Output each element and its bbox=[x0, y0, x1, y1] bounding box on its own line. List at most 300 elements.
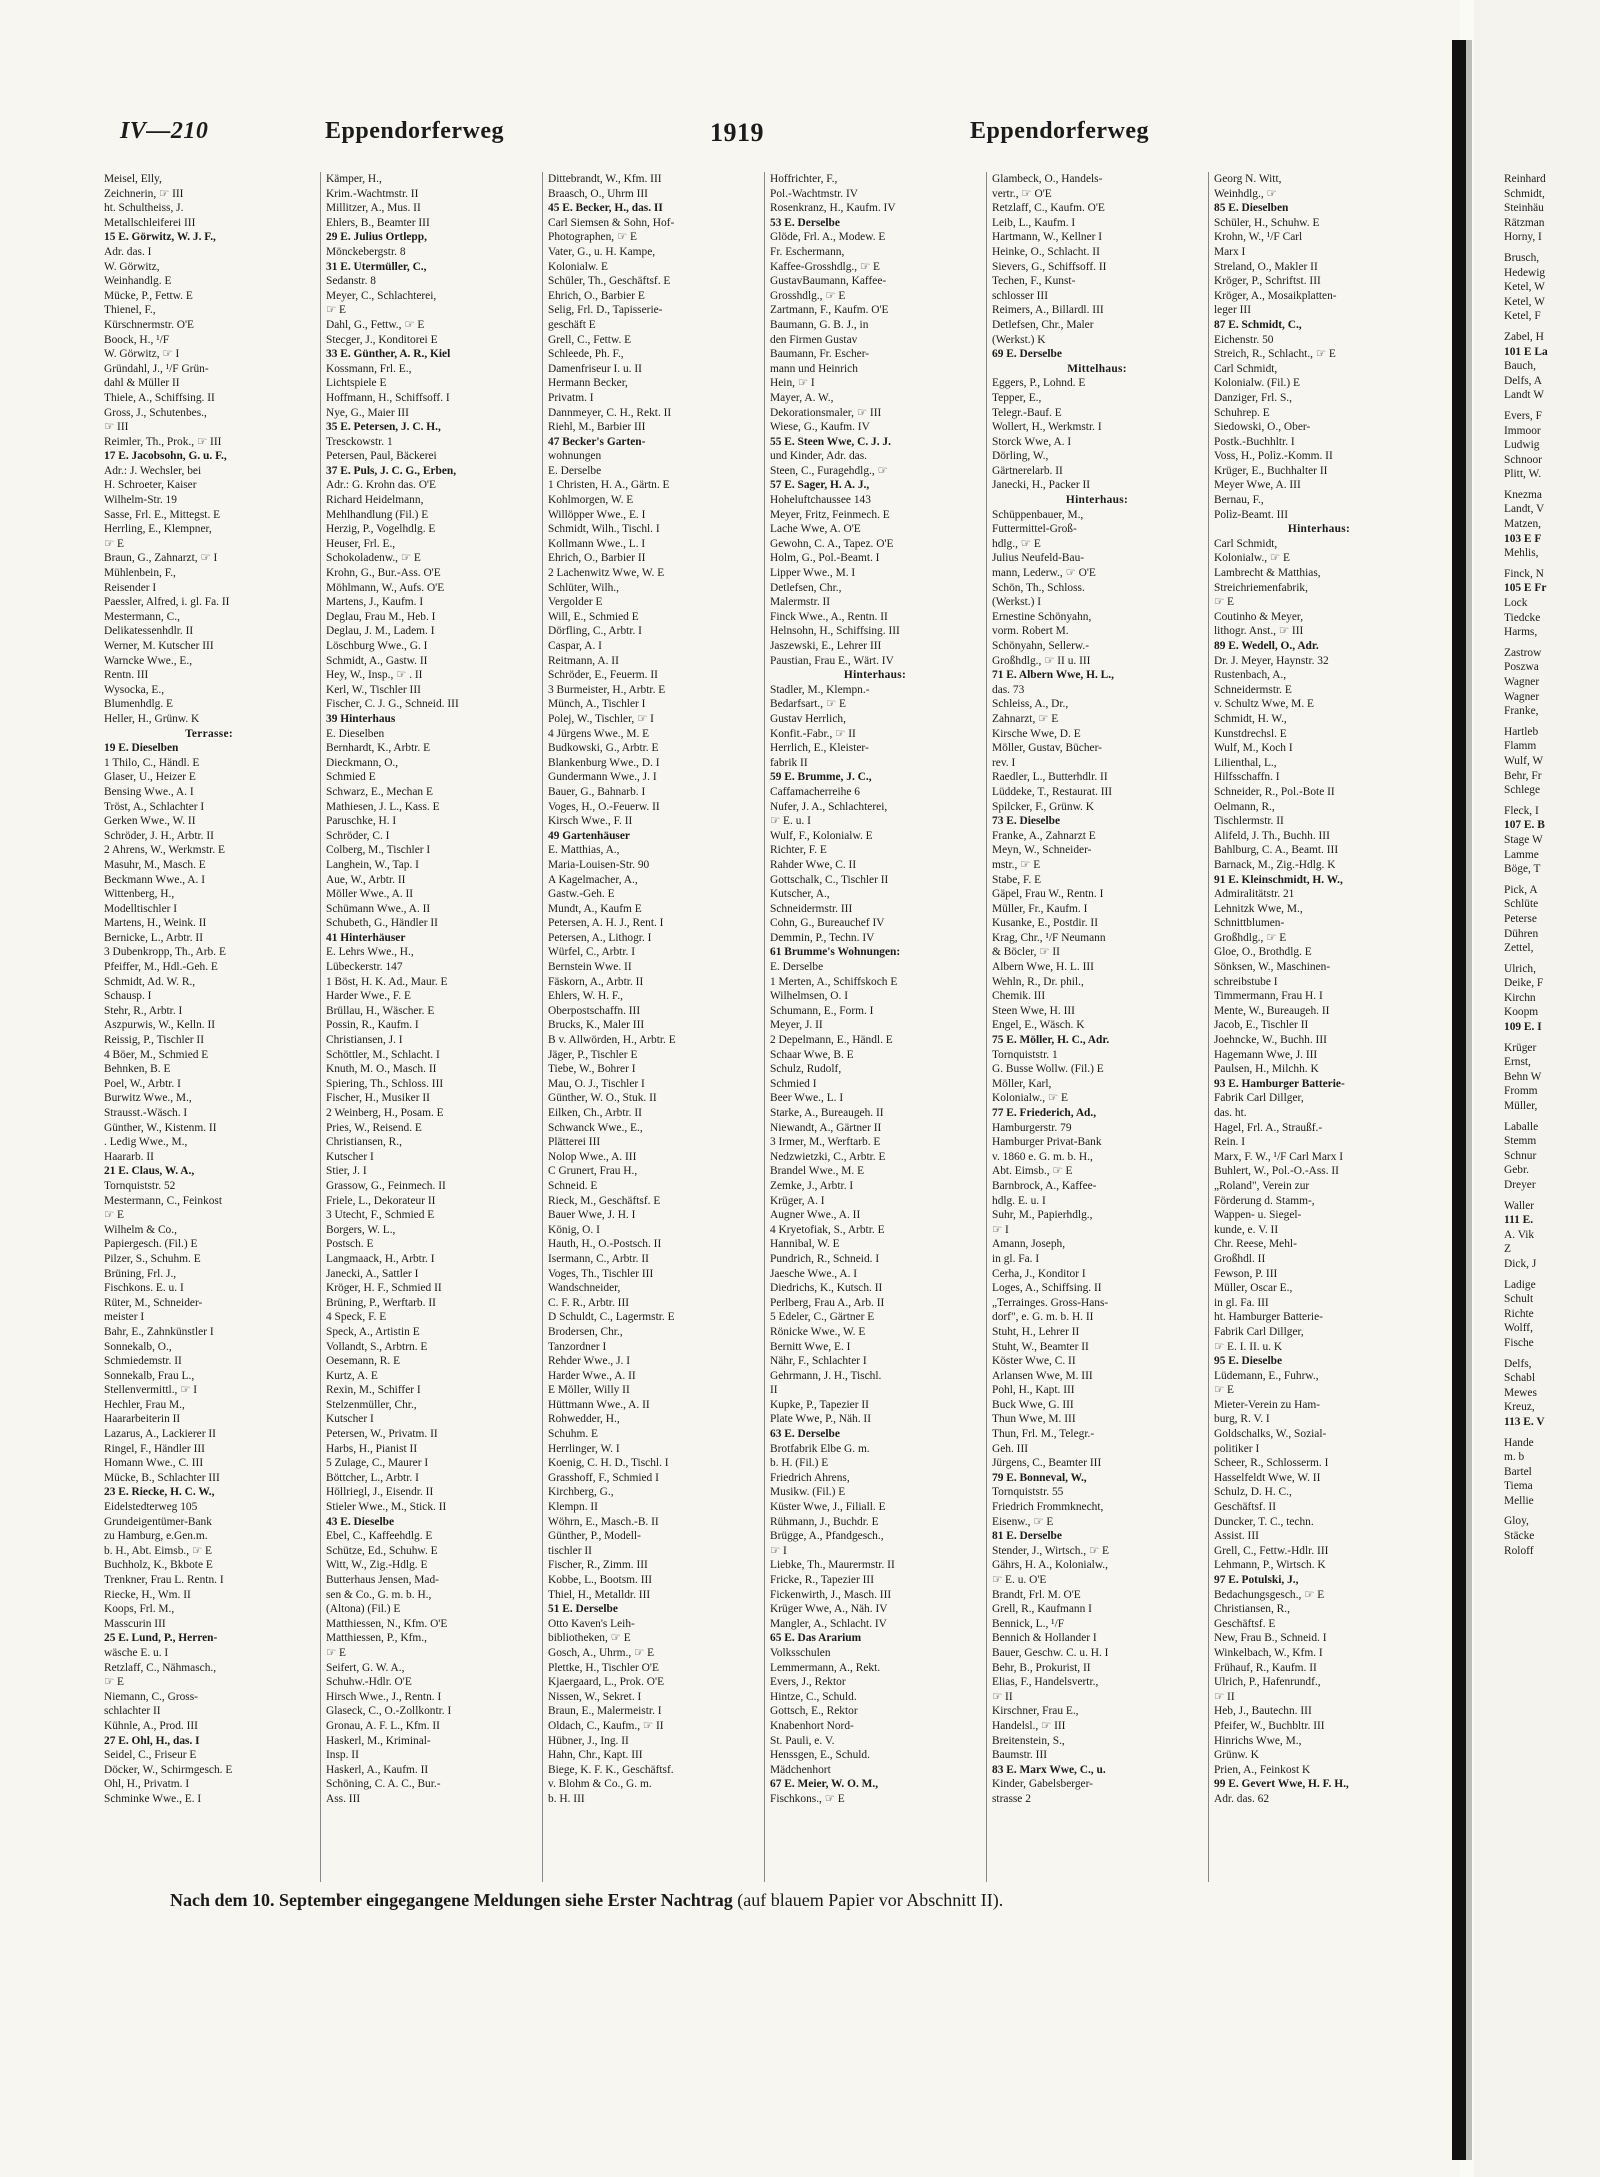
directory-entry-line: Oldach, C., Kaufm., ☞ II bbox=[548, 1719, 664, 1732]
directory-entry-line: Paessler, Alfred, i. gl. Fa. II bbox=[104, 596, 230, 609]
directory-entry-line: Fischer, H., Musiker II bbox=[326, 1092, 430, 1105]
adjacent-page-line: Tiedcke bbox=[1504, 611, 1541, 624]
directory-entry-line: H. Schroeter, Kaiser bbox=[104, 479, 197, 492]
directory-entry-line: C Grunert, Frau H., bbox=[548, 1165, 638, 1178]
adjacent-page-line: Rätzman bbox=[1504, 216, 1545, 229]
directory-entry-line: Trenkner, Frau L. Rentn. I bbox=[104, 1574, 224, 1586]
directory-entry-line: New, Frau B., Schneid. I bbox=[1214, 1632, 1327, 1645]
directory-entry-line: Liebke, Th., Maurermstr. II bbox=[770, 1559, 895, 1572]
directory-entry-line: Mestermann, C., Feinkost bbox=[104, 1194, 223, 1207]
directory-entry-line: 23 E. Riecke, H. C. W., bbox=[104, 1486, 215, 1499]
directory-entry-line: Colberg, M., Tischler I bbox=[326, 844, 431, 857]
directory-entry-line: Weinhandlg. E bbox=[104, 275, 172, 288]
directory-entry-line: Hamburgerstr. 79 bbox=[992, 1121, 1072, 1134]
directory-entry-line: Gehrmann, J. H., Tischl. bbox=[770, 1369, 882, 1382]
directory-entry-line: Insp. II bbox=[326, 1749, 359, 1762]
directory-entry-line: Kjaergaard, L., Prok. O'E bbox=[548, 1676, 665, 1689]
adjacent-page-line: Krüger bbox=[1504, 1041, 1537, 1054]
directory-entry-line: Rohwedder, H., bbox=[548, 1413, 620, 1426]
directory-entry-line: E. Matthias, A., bbox=[548, 844, 620, 857]
directory-entry-line: Bauer Wwe, J. H. I bbox=[548, 1209, 636, 1222]
directory-entry-line: Franke, A., Zahnarzt E bbox=[992, 829, 1096, 842]
directory-entry-line: Dahl, G., Fettw., ☞ E bbox=[326, 318, 425, 331]
directory-entry-line: Stelzenmüller, Chr., bbox=[326, 1398, 417, 1411]
directory-entry-line: Petersen, W., Privatm. II bbox=[326, 1428, 438, 1441]
directory-entry-line: Mücke, B., Schlachter III bbox=[104, 1471, 220, 1484]
directory-entry-line: Kaffee-Grosshdlg., ☞ E bbox=[770, 260, 880, 273]
directory-entry-line: E. Dieselben bbox=[326, 727, 385, 740]
adjacent-page-line: 105 E Fr bbox=[1504, 582, 1547, 595]
directory-entry-line: Bernicke, L., Arbtr. II bbox=[104, 931, 204, 944]
directory-entry-line: Stecger, J., Konditorei E bbox=[326, 333, 438, 346]
directory-entry-line: geschäft E bbox=[548, 318, 596, 331]
directory-entry-line: Fewson, P. III bbox=[1214, 1267, 1278, 1280]
directory-entry-line: Matthiessen, N., Kfm. O'E bbox=[326, 1617, 448, 1630]
directory-entry-line: Beer Wwe., L. I bbox=[770, 1092, 844, 1105]
adjacent-page-line: Gloy, bbox=[1504, 1515, 1529, 1528]
directory-entry-line: Arlansen Wwe, M. III bbox=[992, 1369, 1093, 1382]
directory-entry-line: Stuht, W., Beamter II bbox=[992, 1340, 1089, 1353]
adjacent-page-line: Delfs, A bbox=[1504, 374, 1542, 387]
directory-entry-line: Terrasse: bbox=[185, 727, 233, 740]
directory-entry-line: Fabrik Carl Dillger, bbox=[1214, 1092, 1304, 1105]
directory-entry-line: 25 E. Lund, P., Herren- bbox=[104, 1632, 218, 1645]
directory-entry-line: Petersen, A., Lithogr. I bbox=[548, 931, 652, 944]
directory-entry-line: Voges, Th., Tischler III bbox=[548, 1267, 654, 1280]
adjacent-page-line: Pick, A bbox=[1504, 883, 1538, 896]
directory-entry-line: Christiansen, R., bbox=[1214, 1603, 1290, 1616]
directory-entry-line: Starke, A., Bureaugeh. II bbox=[770, 1107, 884, 1119]
directory-entry-line: Konfit.-Fabr., ☞ II bbox=[770, 727, 856, 740]
directory-entry-line: Goldschalks, W., Sozial- bbox=[1214, 1428, 1327, 1441]
directory-entry-line: Alifeld, J. Th., Buchh. III bbox=[1214, 829, 1330, 842]
directory-entry-line: Caffamacherreihe 6 bbox=[770, 785, 860, 798]
directory-entry-line: Harbs, H., Pianist II bbox=[326, 1442, 418, 1455]
directory-entry-line: Großhdlg., ☞ E bbox=[1214, 931, 1287, 944]
directory-entry-line: Bensing Wwe., A. I bbox=[104, 785, 194, 798]
directory-entry-line: Ulrich, P., Hafenrundf., bbox=[1214, 1676, 1321, 1689]
directory-entry-line: Brügge, A., Pfandgesch., bbox=[770, 1530, 884, 1543]
directory-entry-line: Bahlburg, C. A., Beamt. III bbox=[1214, 844, 1339, 857]
directory-entry-line: Wollert, H., Werkmstr. I bbox=[992, 421, 1102, 434]
directory-entry-line: Möller, Gustav, Bücher- bbox=[992, 742, 1102, 755]
directory-entry-line: Fischer, R., Zimm. III bbox=[548, 1559, 648, 1572]
page-number: IV—210 bbox=[120, 118, 209, 144]
directory-entry-line: Baumann, G. B. J., in bbox=[770, 318, 869, 331]
directory-entry-line: Ebel, C., Kaffeehdlg. E bbox=[326, 1530, 433, 1543]
directory-entry-line: Sonnekalb, O., bbox=[104, 1340, 172, 1353]
directory-entry-line: Steen Wwe, H. III bbox=[992, 1004, 1075, 1017]
directory-entry-line: Hüttmann Wwe., A. II bbox=[548, 1398, 650, 1411]
adjacent-page-line: Hartleb bbox=[1504, 725, 1539, 738]
directory-entry-line: Petersen, A. H. J., Rent. I bbox=[548, 917, 664, 930]
directory-entry-line: Beckmann Wwe., A. I bbox=[104, 873, 206, 886]
directory-entry-line: 45 E. Becker, H., das. II bbox=[548, 202, 663, 215]
directory-entry-line: Hein, ☞ I bbox=[770, 377, 815, 390]
directory-entry-line: Reitmann, A. II bbox=[548, 654, 619, 667]
directory-entry-line: W. Görwitz, bbox=[104, 260, 160, 273]
directory-entry-line: Janecki, H., Packer II bbox=[992, 479, 1091, 492]
directory-entry-line: Harder Wwe., F. E bbox=[326, 990, 411, 1003]
directory-entry-line: 99 E. Gevert Wwe, H. F. H., bbox=[1214, 1778, 1349, 1791]
directory-entry-line: Haskerl, M., Kriminal- bbox=[326, 1734, 431, 1747]
directory-entry-line: Mücke, P., Fettw. E bbox=[104, 289, 193, 302]
adjacent-page-line: 101 E La bbox=[1504, 345, 1548, 358]
directory-entry-line: Wappen- u. Siegel- bbox=[1214, 1209, 1302, 1222]
directory-entry-line: Günther, W., Kistenm. II bbox=[104, 1121, 217, 1134]
directory-entry-line: (Werkst.) I bbox=[992, 596, 1042, 609]
directory-entry-line: vorm. Robert M. bbox=[992, 625, 1069, 638]
directory-entry-line: Krüger Wwe, A., Näh. IV bbox=[770, 1603, 888, 1616]
directory-entry-line: Mestermann, C., bbox=[104, 610, 180, 623]
directory-entry-line: 17 E. Jacobsohn, G. u. F., bbox=[104, 450, 227, 463]
directory-entry-line: Schminke Wwe., E. I bbox=[104, 1792, 202, 1805]
directory-entry-line: Martens, H., Weink. II bbox=[104, 917, 207, 930]
directory-entry-line: Kröger, A., Mosaikplatten- bbox=[1214, 289, 1337, 302]
adjacent-page-line: Z bbox=[1504, 1243, 1511, 1256]
adjacent-page-line: Schlege bbox=[1504, 784, 1541, 797]
directory-entry-line: Sedanstr. 8 bbox=[326, 275, 376, 288]
directory-entry-line: 79 E. Bonneval, W., bbox=[992, 1471, 1087, 1484]
directory-entry-line: Delikatessenhdlr. II bbox=[104, 625, 194, 638]
directory-entry-line: Stellenvermittl., ☞ I bbox=[104, 1384, 198, 1397]
directory-entry-line: Nufer, J. A., Schlachterei, bbox=[770, 800, 888, 813]
directory-entry-line: Ehrich, O., Barbier II bbox=[548, 552, 646, 565]
adjacent-page-line: Lamme bbox=[1504, 848, 1539, 861]
directory-entry-line: Caspar, A. I bbox=[548, 640, 602, 652]
directory-entry-line: Gastw.-Geh. E bbox=[548, 888, 615, 901]
directory-entry-line: II bbox=[770, 1384, 778, 1397]
directory-entry-line: Förderung d. Stamm-, bbox=[1214, 1194, 1315, 1207]
directory-entry-line: 5 Edeler, C., Gärtner E bbox=[770, 1311, 875, 1324]
directory-entry-line: Malermstr. II bbox=[770, 596, 831, 609]
directory-entry-line: „Roland", Verein zur bbox=[1214, 1179, 1310, 1192]
directory-entry-line: Reisender I bbox=[104, 581, 157, 594]
directory-entry-line: 65 E. Das Ararium bbox=[770, 1632, 862, 1645]
directory-entry-line: Gloe, O., Brothdlg. E bbox=[1214, 946, 1312, 959]
directory-entry-line: Krohn, G., Bur.-Ass. O'E bbox=[326, 567, 441, 580]
directory-entry-line: Photographen, ☞ E bbox=[548, 231, 637, 244]
directory-entry-line: 39 Hinterhaus bbox=[326, 712, 396, 725]
directory-entry-line: schlosser III bbox=[992, 289, 1048, 302]
directory-entry-line: Tepper, E., bbox=[992, 391, 1042, 404]
directory-entry-line: „Terrainges. Gross-Hans- bbox=[992, 1296, 1109, 1309]
directory-entry-line: Bennich & Hollander I bbox=[992, 1632, 1097, 1645]
directory-entry-line: Krag, Chr., ¹/F Neumann bbox=[992, 931, 1106, 944]
directory-entry-line: Schmiedemstr. II bbox=[104, 1355, 182, 1368]
directory-entry-line: Baumann, Fr. Escher- bbox=[770, 348, 870, 361]
directory-entry-line: Jaesche Wwe., A. I bbox=[770, 1267, 858, 1280]
directory-entry-line: Musikw. (Fil.) E bbox=[770, 1486, 846, 1499]
directory-entry-line: Nye, G., Maier III bbox=[326, 406, 409, 419]
adjacent-page-line: Plitt, W. bbox=[1504, 468, 1542, 481]
directory-entry-line: Kinder, Gabelsberger- bbox=[992, 1778, 1093, 1791]
directory-entry-line: Geschäftsf. II bbox=[1214, 1501, 1276, 1514]
directory-entry-line: E. Lehrs Wwe., H., bbox=[326, 946, 414, 959]
directory-entry-line: Günther, W. O., Stuk. II bbox=[548, 1092, 657, 1105]
adjacent-page-line: Fleck, I bbox=[1504, 804, 1539, 817]
directory-entry-line: Ehrich, O., Barbier E bbox=[548, 289, 645, 302]
directory-entry-line: Joehncke, W., Buchh. III bbox=[1214, 1034, 1327, 1047]
directory-entry-line: Carl Schmidt, bbox=[1214, 537, 1278, 550]
adjacent-page-line: Wagner bbox=[1504, 690, 1540, 703]
directory-entry-line: Schokoladenw., ☞ E bbox=[326, 552, 421, 565]
directory-entry-line: Rein. I bbox=[1214, 1136, 1246, 1149]
directory-entry-line: Perlberg, Frau A., Arb. II bbox=[770, 1296, 885, 1309]
directory-entry-line: Knabenhort Nord- bbox=[770, 1719, 854, 1732]
directory-entry-line: Lemmermann, A., Rekt. bbox=[770, 1661, 881, 1674]
directory-entry-line: Langmaack, H., Arbtr. I bbox=[326, 1252, 435, 1265]
directory-entry-line: Warncke Wwe., E., bbox=[104, 654, 193, 667]
directory-entry-line: 73 E. Dieselbe bbox=[992, 815, 1061, 828]
directory-entry-line: Sievers, G., Schiffsoff. II bbox=[992, 260, 1107, 273]
directory-entry-line: Schwanck Wwe., E., bbox=[548, 1121, 643, 1134]
directory-entry-line: Behr, B., Prokurist, II bbox=[992, 1661, 1091, 1674]
directory-entry-line: Marx, F. W., ¹/F Carl Marx I bbox=[1214, 1150, 1344, 1163]
directory-entry-line: Kohlmorgen, W. E bbox=[548, 494, 634, 507]
directory-entry-line: G. Busse Wollw. (Fil.) E bbox=[992, 1063, 1104, 1076]
directory-entry-line: Wilhelm-Str. 19 bbox=[104, 494, 177, 507]
directory-entry-line: Possin, R., Kaufm. I bbox=[326, 1019, 419, 1032]
directory-entry-line: Müller, Fr., Kaufm. I bbox=[992, 902, 1088, 915]
adjacent-page-line: Böge, T bbox=[1504, 863, 1541, 876]
directory-entry-line: Prien, A., Feinkost K bbox=[1214, 1763, 1311, 1776]
directory-entry-line: in gl. Fa. III bbox=[1214, 1296, 1269, 1309]
directory-entry-line: Würfel, C., Arbtr. I bbox=[548, 946, 635, 959]
directory-entry-line: König, O. I bbox=[548, 1223, 600, 1236]
directory-entry-line: Hahn, Chr., Kapt. III bbox=[548, 1749, 643, 1762]
adjacent-page-line: Ketel, W bbox=[1504, 295, 1545, 308]
directory-entry-line: Lübeckerstr. 147 bbox=[326, 961, 403, 974]
directory-entry-line: Münch, A., Tischler I bbox=[548, 698, 646, 711]
directory-entry-line: Hoffrichter, F., bbox=[770, 173, 838, 185]
directory-entry-line: Holm, G., Pol.-Beamt. I bbox=[770, 552, 880, 565]
directory-entry-line: Lambrecht & Matthias, bbox=[1214, 567, 1321, 580]
directory-entry-line: Hinrichs Wwe, M., bbox=[1214, 1734, 1302, 1747]
directory-entry-line: C. F. R., Arbtr. III bbox=[548, 1296, 630, 1309]
directory-entry-line: meister I bbox=[104, 1311, 145, 1324]
directory-entry-line: Oelmann, R., bbox=[1214, 800, 1275, 813]
directory-entry-line: Schneider, R., Pol.-Bote II bbox=[1214, 785, 1335, 798]
directory-entry-line: 41 Hinterhäuser bbox=[326, 931, 406, 944]
directory-entry-line: Boock, H., ¹/F bbox=[104, 333, 170, 346]
directory-entry-line: Maria-Louisen-Str. 90 bbox=[548, 858, 650, 871]
directory-entry-line: A Kagelmacher, A., bbox=[548, 873, 638, 886]
directory-entry-line: b. H. III bbox=[548, 1792, 585, 1805]
adjacent-page-line: Schabl bbox=[1504, 1372, 1536, 1385]
directory-entry-line: Tanzordner I bbox=[548, 1340, 607, 1353]
directory-entry-line: Gerken Wwe., W. II bbox=[104, 815, 196, 828]
directory-entry-line: Chemik. III bbox=[992, 990, 1046, 1003]
directory-entry-line: Chr. Reese, Mehl- bbox=[1214, 1238, 1297, 1251]
adjacent-page-line: Wulf, W bbox=[1504, 754, 1544, 767]
directory-entry-line: 77 E. Friederich, Ad., bbox=[992, 1107, 1097, 1119]
adjacent-page-line: Stäcke bbox=[1504, 1530, 1535, 1543]
directory-entry-line: Meyer, C., Schlachterei, bbox=[326, 289, 437, 302]
directory-entry-line: Braasch, O., Uhrm III bbox=[548, 187, 648, 200]
directory-entry-line: Hübner, J., Ing. II bbox=[548, 1734, 629, 1747]
directory-entry-line: 57 E. Sager, H. A. J., bbox=[770, 479, 870, 492]
directory-entry-line: v. Blohm & Co., G. m. bbox=[548, 1778, 652, 1791]
directory-entry-line: Augner Wwe., A. II bbox=[770, 1209, 861, 1222]
directory-entry-line: Pol.-Wachtmstr. IV bbox=[770, 187, 858, 200]
directory-entry-line: Techen, F., Kunst- bbox=[992, 275, 1076, 288]
directory-entry-line: Mehlhandlung (Fil.) E bbox=[326, 508, 429, 521]
directory-entry-line: Matthiessen, P., Kfm., bbox=[326, 1632, 427, 1645]
directory-entry-line: Postsch. E bbox=[326, 1238, 374, 1251]
directory-entry-line: Papiergesch. (Fil.) E bbox=[104, 1238, 198, 1251]
directory-entry-line: 2 Weinberg, H., Posam. E bbox=[326, 1107, 444, 1119]
directory-entry-line: lithogr. Anst., ☞ III bbox=[1214, 625, 1304, 638]
directory-entry-line: Fäskorn, A., Arbtr. II bbox=[548, 975, 644, 988]
directory-entry-line: Wilhelmsen, O. I bbox=[770, 990, 848, 1003]
directory-entry-line: Rentn. III bbox=[104, 669, 149, 682]
directory-entry-line: Lilienthal, L., bbox=[1214, 756, 1277, 769]
directory-entry-line: Hinterhaus: bbox=[1287, 523, 1351, 536]
adjacent-page-line: Behr, Fr bbox=[1504, 769, 1542, 782]
directory-entry-line: Kobbe, L., Bootsm. III bbox=[548, 1574, 653, 1586]
directory-entry-line: Streichriemenfabrik, bbox=[1214, 581, 1308, 594]
adjacent-page-line: Laballe bbox=[1504, 1120, 1539, 1133]
directory-entry-line: Wiese, G., Kaufm. IV bbox=[770, 421, 870, 434]
directory-entry-line: Hamburger Privat-Bank bbox=[992, 1136, 1102, 1149]
directory-entry-line: Schuhrep. E bbox=[1214, 406, 1270, 419]
adjacent-page-line: Mellie bbox=[1504, 1494, 1534, 1507]
directory-entry-line: Dr. J. Meyer, Haynstr. 32 bbox=[1214, 654, 1329, 667]
directory-entry-line: Zeichnerin, ☞ III bbox=[104, 187, 184, 200]
footer-normal-text: (auf blauem Papier vor Abschnitt II). bbox=[737, 1890, 1004, 1910]
directory-entry-line: Hinterhaus: bbox=[1065, 494, 1129, 507]
directory-entry-line: Schröder, E., Feuerm. II bbox=[548, 669, 658, 682]
directory-entry-line: St. Pauli, e. V. bbox=[770, 1734, 835, 1747]
directory-entry-line: Koenig, C. H. D., Tischl. I bbox=[548, 1457, 669, 1470]
directory-entry-line: zu Hamburg, e.Gen.m. bbox=[104, 1530, 208, 1543]
directory-entry-line: Georg N. Witt, bbox=[1214, 173, 1282, 185]
directory-entry-line: Kossmann, Frl. E., bbox=[326, 362, 412, 375]
adjacent-page-line: Ernst, bbox=[1504, 1056, 1531, 1069]
directory-entry-line: Barnbrock, A., Kaffee- bbox=[992, 1179, 1097, 1192]
directory-entry-line: 4 Jürgens Wwe., M. E bbox=[548, 727, 650, 740]
directory-entry-line: Stuht, H., Lehrer II bbox=[992, 1325, 1080, 1338]
directory-entry-line: 75 E. Möller, H. C., Adr. bbox=[992, 1034, 1110, 1047]
directory-entry-line: Streich, R., Schlacht., ☞ E bbox=[1214, 348, 1336, 361]
adjacent-page-line: 111 E. bbox=[1504, 1214, 1534, 1227]
directory-entry-line: Henssgen, E., Schuld. bbox=[770, 1749, 870, 1762]
directory-entry-line: Kolonialw., ☞ E bbox=[992, 1092, 1068, 1105]
directory-entry-line: Isermann, C., Arbtr. II bbox=[548, 1252, 649, 1265]
adjacent-page-line: Waller bbox=[1504, 1199, 1535, 1212]
directory-entry-line: Herrling, E., Klempner, bbox=[104, 523, 212, 536]
directory-entry-line: Gottsch, E., Rektor bbox=[770, 1705, 858, 1718]
directory-entry-line: Blankenburg Wwe., D. I bbox=[548, 756, 660, 769]
adjacent-page-line: Wagner bbox=[1504, 676, 1540, 688]
directory-entry-line: Thiele, A., Schiffsing. II bbox=[104, 391, 215, 404]
directory-entry-line: Storck Wwe, A. I bbox=[992, 435, 1072, 448]
adjacent-page-line: Zabel, H bbox=[1504, 330, 1544, 343]
directory-entry-line: Kupke, P., Tapezier II bbox=[770, 1398, 869, 1411]
directory-entry-line: bibliotheken, ☞ E bbox=[548, 1632, 631, 1645]
directory-entry-line: Mönckebergstr. 8 bbox=[326, 245, 406, 258]
directory-entry-line: Rehder Wwe., J. I bbox=[548, 1355, 631, 1368]
directory-entry-line: Masscurin III bbox=[104, 1617, 166, 1630]
directory-entry-line: Hirsch Wwe., J., Rentn. I bbox=[326, 1690, 442, 1703]
directory-entry-line: Spilcker, F., Grünw. K bbox=[992, 800, 1094, 813]
directory-entry-line: 2 Depelmann, E., Händl. E bbox=[770, 1034, 893, 1047]
directory-entry-line: Poel, W., Arbtr. I bbox=[104, 1077, 181, 1090]
adjacent-page-line: Peterse bbox=[1504, 912, 1537, 925]
footer-note bbox=[170, 1890, 1003, 1911]
directory-entry-line: Haararbeiterin II bbox=[104, 1413, 181, 1426]
directory-entry-line: Fickenwirth, J., Masch. III bbox=[770, 1588, 892, 1601]
directory-entry-line: Schmidt, H. W., bbox=[1214, 712, 1287, 725]
directory-entry-line: Mayer, A. W., bbox=[770, 391, 834, 404]
directory-entry-line: Gronau, A. F. L., Kfm. II bbox=[326, 1719, 440, 1732]
directory-entry-line: Gewohn, C. A., Tapez. O'E bbox=[770, 537, 894, 550]
directory-entry-line: Voges, H., O.-Feuerw. II bbox=[548, 800, 660, 813]
directory-entry-line: Friedrich Ahrens, bbox=[770, 1471, 850, 1484]
directory-entry-line: Großhdl. II bbox=[1214, 1252, 1266, 1265]
column-separator bbox=[986, 172, 987, 1882]
directory-entry-line: mann, Lederw., ☞ O'E bbox=[992, 567, 1096, 580]
directory-entry-line: Hagel, Frl. A., Straußf.- bbox=[1214, 1121, 1323, 1134]
directory-entry-line: Zahnarzt, ☞ E bbox=[992, 712, 1059, 725]
directory-entry-line: Loges, A., Schiffsing. II bbox=[992, 1282, 1102, 1295]
directory-entry-line: Möller, Karl, bbox=[992, 1077, 1052, 1090]
page-fold-shadow bbox=[1452, 40, 1466, 2160]
directory-entry-line: 3 Utecht, F., Schmied E bbox=[326, 1209, 435, 1222]
directory-entry-line: ☞ E. u. I bbox=[770, 815, 811, 828]
directory-entry-line: Grundeigentümer-Bank bbox=[104, 1515, 212, 1528]
directory-entry-line: 47 Becker's Garten- bbox=[548, 435, 646, 448]
directory-entry-line: Hoheluftchaussee 143 bbox=[770, 494, 871, 507]
directory-entry-line: Schuhm. E bbox=[548, 1428, 598, 1441]
directory-entry-line: Ernestine Schönyahn, bbox=[992, 610, 1092, 623]
directory-entry-line: 49 Gartenhäuser bbox=[548, 829, 630, 842]
directory-entry-line: Paulsen, H., Milchh. K bbox=[1214, 1063, 1319, 1076]
directory-entry-line: Adr.: J. Wechsler, bei bbox=[104, 464, 202, 477]
directory-entry-line: Krüger, A. I bbox=[770, 1194, 825, 1207]
directory-entry-line: sen & Co., G. m. b. H., bbox=[326, 1588, 432, 1601]
left-street-heading: Eppendorferweg bbox=[325, 118, 504, 144]
directory-entry-line: Nähr, F., Schlachter I bbox=[770, 1355, 867, 1368]
directory-entry-line: Eisenw., ☞ E bbox=[992, 1515, 1054, 1528]
directory-entry-line: Schubeth, G., Händler II bbox=[326, 917, 438, 930]
directory-entry-line: Adr. das. I bbox=[104, 245, 152, 258]
directory-entry-line: 51 E. Derselbe bbox=[548, 1603, 618, 1616]
directory-entry-line: Kolonialw. E bbox=[548, 260, 609, 273]
directory-entry-line: vertr., ☞ O'E bbox=[992, 187, 1052, 200]
directory-entry-line: Plettke, H., Tischler O'E bbox=[548, 1661, 659, 1674]
directory-entry-line: Jürgens, C., Beamter III bbox=[992, 1457, 1102, 1470]
directory-entry-line: Paustian, Frau E., Wärt. IV bbox=[770, 654, 894, 667]
directory-entry-line: Dieckmann, O., bbox=[326, 756, 399, 769]
directory-entry-line: 97 E. Potulski, J., bbox=[1214, 1574, 1299, 1586]
directory-entry-line: Bedarfsart., ☞ E bbox=[770, 698, 846, 711]
adjacent-page-line: Steinhäu bbox=[1504, 202, 1544, 215]
directory-entry-line: (Werkst.) K bbox=[992, 333, 1046, 346]
directory-entry-line: Reimers, A., Billardl. III bbox=[992, 304, 1104, 317]
adjacent-page-line: Dick, J bbox=[1504, 1257, 1537, 1270]
directory-entry-line: ☞ E. I. II. u. K bbox=[1214, 1340, 1283, 1353]
directory-entry-line: Fischkons., ☞ E bbox=[770, 1792, 845, 1805]
directory-entry-line: Schneidermstr. E bbox=[1214, 683, 1292, 696]
directory-entry-line: ☞ II bbox=[1214, 1690, 1235, 1703]
directory-entry-line: Vater, G., u. H. Kampe, bbox=[548, 245, 656, 258]
directory-entry-line: Riecke, H., Wm. II bbox=[104, 1588, 191, 1601]
directory-entry-line: Engel, E., Wäsch. K bbox=[992, 1019, 1085, 1032]
directory-entry-line: Vollandt, S., Arbtrn. E bbox=[326, 1340, 428, 1353]
adjacent-page-line: Matzen, bbox=[1504, 518, 1542, 531]
